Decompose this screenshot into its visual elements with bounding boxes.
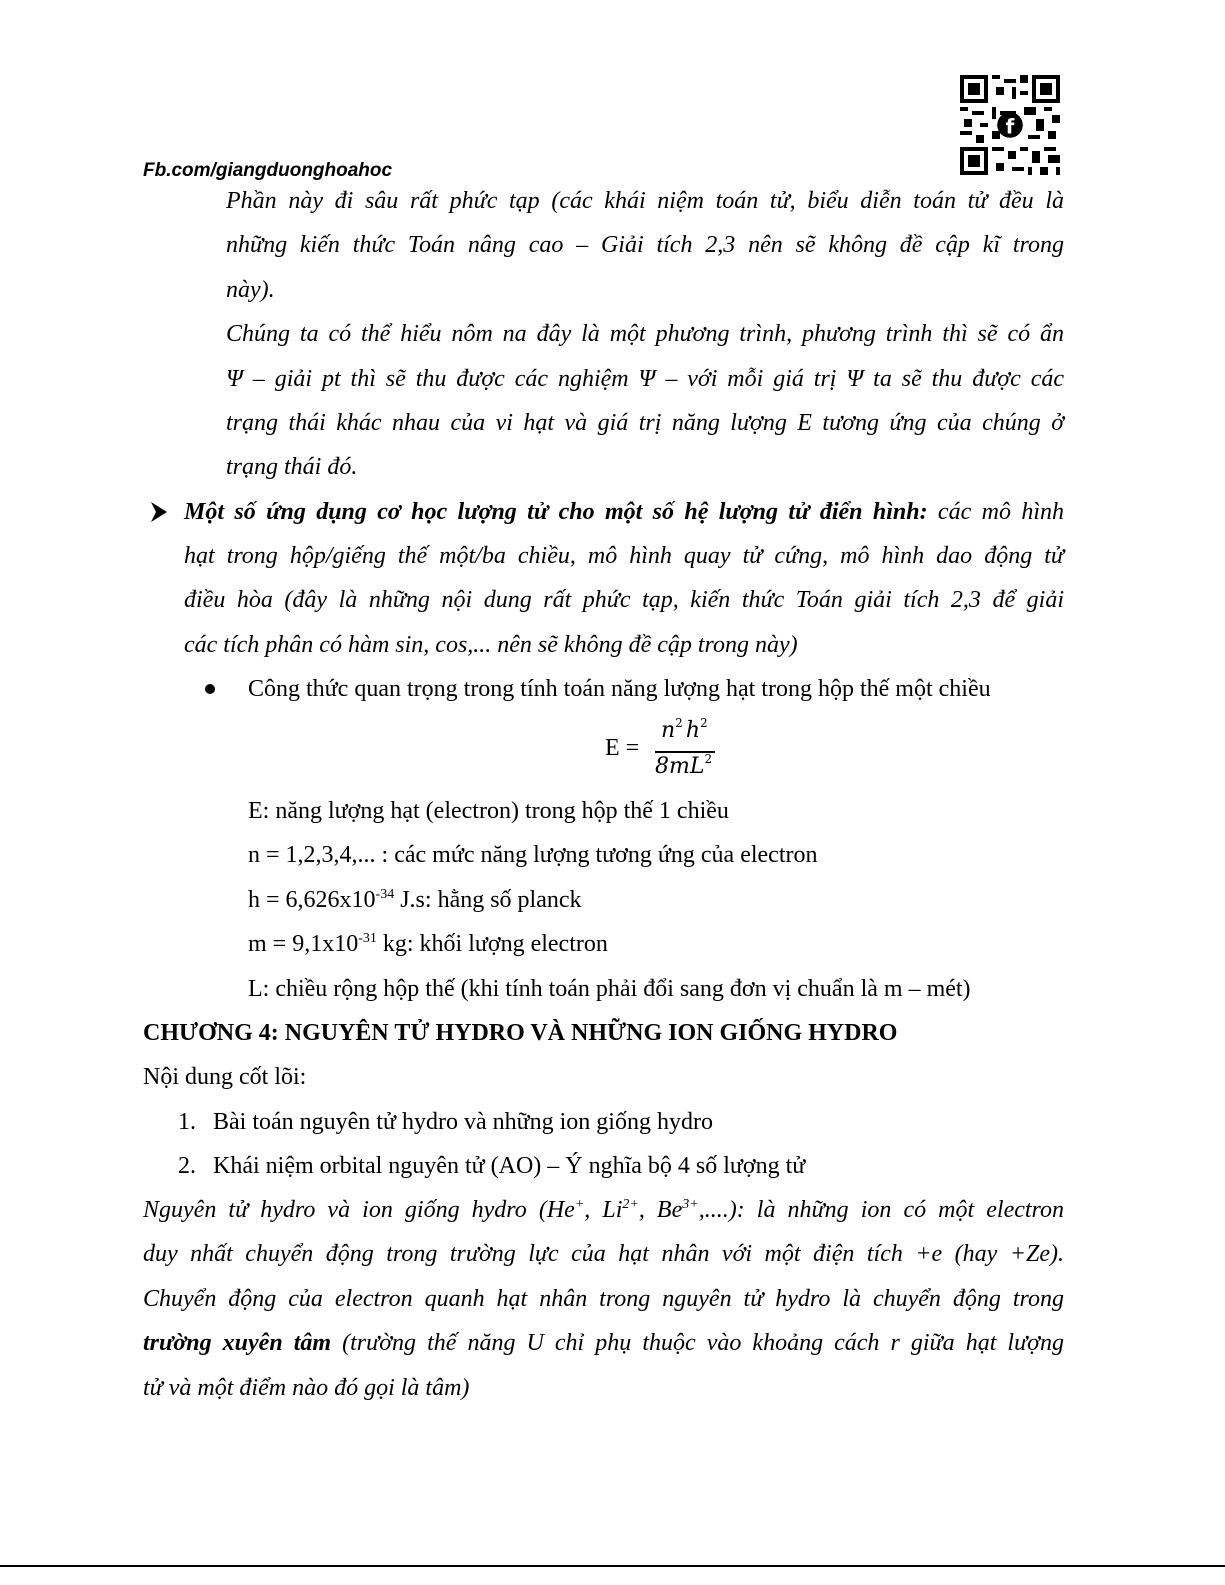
hydro-text-b: , Li xyxy=(584,1197,623,1223)
formula-h-exp: 2 xyxy=(699,716,708,730)
hydro-text-a: Nguyên tử hydro và ion giống hydro (He xyxy=(143,1197,575,1223)
definition-h-post: J.s: hằng số planck xyxy=(394,887,582,913)
central-field-term: trường xuyên tâm xyxy=(143,1330,332,1356)
hydro-sup-be: 3+ xyxy=(682,1197,699,1212)
formula-n: n xyxy=(661,718,676,743)
intro-line-1: Phần này đi sâu rất phức tạp (các khái niệm toán tử, biểu diễn toán tử đều là xyxy=(226,188,1064,214)
core-content-label: Nội dung cốt lõi: xyxy=(143,1064,307,1090)
intro-line-7: trạng thái đó. xyxy=(226,454,358,480)
definition-m-pre: m = 9,1x10 xyxy=(248,931,359,957)
svg-text:f: f xyxy=(1005,114,1015,139)
intro-line-2: những kiến thức Toán nâng cao – Giải tích 2,3 nên sẽ không đề cập kĩ trong xyxy=(226,232,1064,258)
hydro-text-d: ,....): là những ion có một electron xyxy=(698,1197,1065,1223)
definition-m-post: kg: khối lượng electron xyxy=(376,931,608,957)
definition-m xyxy=(248,929,608,959)
definition-n: n = 1,2,3,4,... : các mức năng lượng tương ứng của electron xyxy=(248,842,818,868)
core-item-1-text: Bài toán nguyên tử hydro và những ion giống hydro xyxy=(213,1109,713,1135)
hydro-sup-li: 2+ xyxy=(622,1197,639,1212)
page-bottom-rule xyxy=(0,1565,1225,1567)
hydro-line-1 xyxy=(143,1195,1064,1225)
applications-line-1-rest: các mô hình xyxy=(927,499,1064,525)
formula-n-exp: 2 xyxy=(675,716,683,730)
definition-m-exp: -31 xyxy=(358,931,377,946)
definition-h-pre: h = 6,626x10 xyxy=(248,887,376,913)
definition-h xyxy=(248,885,582,915)
formula-h: h xyxy=(685,718,700,743)
intro-line-5: Ψ – giải pt thì sẽ thu được các nghiệm Ψ – với mỗi giá trị Ψ ta sẽ thu được các xyxy=(226,366,1064,392)
bullet-dot-icon xyxy=(205,684,215,694)
header-link[interactable]: Fb.com/giangduonghoahoc xyxy=(143,160,393,181)
formula-bullet-text: Công thức quan trọng trong tính toán năng lượng hạt trong hộp thế một chiều xyxy=(248,676,991,702)
intro-line-6: trạng thái khác nhau của vi hạt và giá trị năng lượng E tương ứng của chúng ở xyxy=(226,410,1064,436)
hydro-line-2: duy nhất chuyển động trong trường lực của hạt nhân với một điện tích +e (hay +Ze). xyxy=(143,1241,1064,1267)
applications-heading: Một số ứng dụng cơ học lượng tử cho một số hệ lượng tử điển hình: xyxy=(184,499,928,525)
qr-code-icon xyxy=(960,75,1060,175)
core-item-2-number: 2. xyxy=(178,1153,196,1179)
hydro-line-5: tử và một điểm nào đó gọi là tâm) xyxy=(143,1375,470,1401)
applications-line-1 xyxy=(184,497,1064,527)
formula-lhs: E = xyxy=(605,735,640,761)
chapter-title: CHƯƠNG 4: NGUYÊN TỬ HYDRO VÀ NHỮNG ION GIỐNG HYDRO xyxy=(143,1020,898,1046)
formula-denominator xyxy=(655,754,712,779)
formula-den-text: 8mL xyxy=(655,754,705,779)
hydro-sup-he: + xyxy=(574,1197,585,1212)
hydro-line-4 xyxy=(143,1328,1064,1358)
definition-e: E: năng lượng hạt (electron) trong hộp thế 1 chiều xyxy=(248,798,729,824)
intro-line-3: này). xyxy=(226,277,275,303)
formula-numerator xyxy=(661,718,708,743)
core-item-2-text: Khái niệm orbital nguyên tử (AO) – Ý nghĩa bộ 4 số lượng tử xyxy=(213,1153,806,1179)
hydro-line-4-rest: (trường thế năng U chỉ phụ thuộc vào khoảng cách r giữa hạt lượng xyxy=(331,1330,1064,1356)
applications-line-4: các tích phân có hàm sin, cos,... nên sẽ không đề cập trong này) xyxy=(184,632,798,658)
arrow-bullet-icon xyxy=(148,498,170,526)
energy-formula xyxy=(605,718,725,788)
definition-l: L: chiều rộng hộp thế (khi tính toán phải đổi sang đơn vị chuẩn là m – mét) xyxy=(248,976,971,1002)
hydro-line-3: Chuyển động của electron quanh hạt nhân trong nguyên tử hydro là chuyển động trong xyxy=(143,1286,1064,1312)
definition-h-exp: -34 xyxy=(375,887,395,902)
hydro-text-c: , Be xyxy=(638,1197,683,1223)
core-item-1-number: 1. xyxy=(178,1109,196,1135)
applications-line-2: hạt trong hộp/giếng thế một/ba chiều, mô hình quay tử cứng, mô hình dao động tử xyxy=(184,543,1064,569)
applications-line-3: điều hòa (đây là những nội dung rất phức tạp, kiến thức Toán giải tích 2,3 để giải xyxy=(184,587,1064,613)
formula-den-exp: 2 xyxy=(704,752,713,766)
intro-line-4: Chúng ta có thể hiểu nôm na đây là một phương trình, phương trình thì sẽ có ẩn xyxy=(226,321,1064,347)
